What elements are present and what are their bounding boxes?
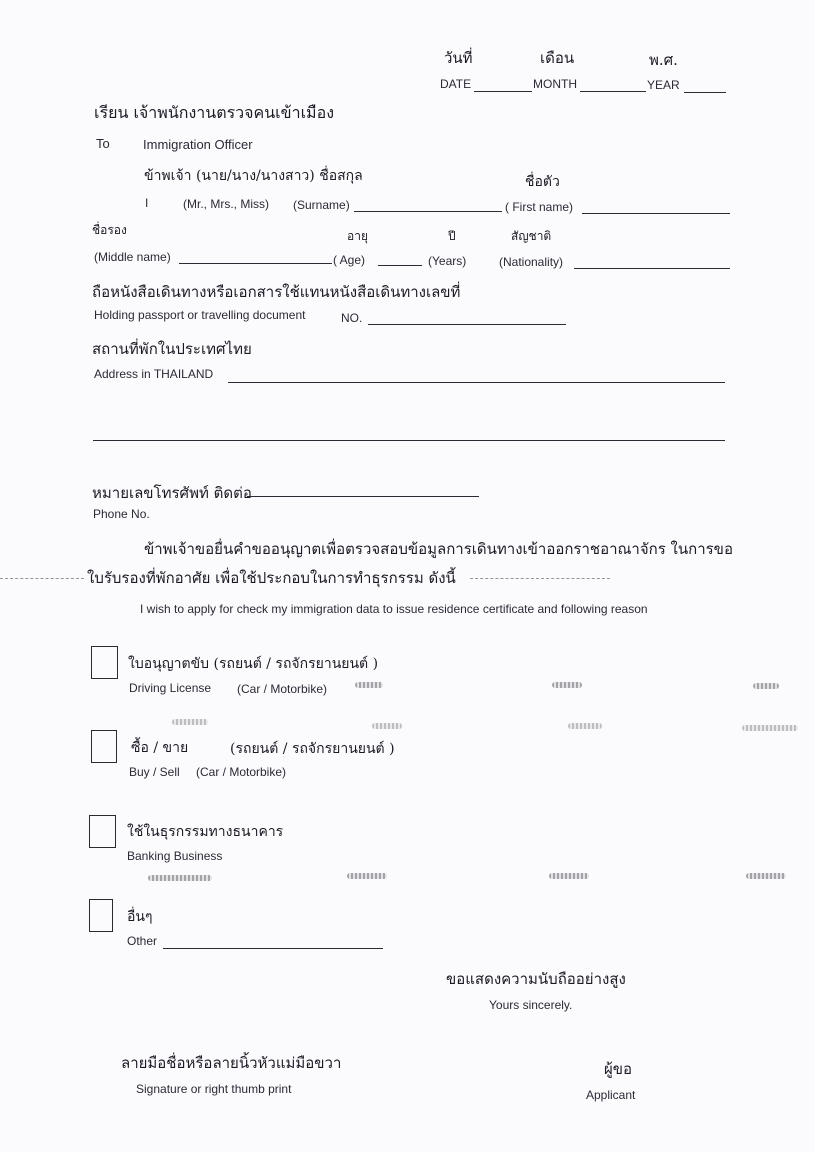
- buy-sell-vehicle-en: (Car / Motorbike): [196, 765, 287, 779]
- officer-label-en: Immigration Officer: [143, 137, 253, 152]
- firstname-field[interactable]: [582, 213, 730, 214]
- fold-mark-left: [0, 578, 84, 579]
- scan-noise: [568, 723, 602, 729]
- phone-label-en: Phone No.: [93, 507, 150, 521]
- applicant-label-en: Applicant: [586, 1088, 636, 1102]
- buy-sell-vehicle-th: (รถยนต์ / รถจักรยานยนต์ ): [230, 741, 395, 757]
- scan-noise: [753, 683, 779, 689]
- request-line1-th: ข้าพเจ้าขอยื่นคำขออนุญาตเพื่อตรวจสอบข้อมูลการเดินทางเข้าออกราชอาณาจักร ในการขอ: [144, 540, 733, 558]
- address-label-en: Address in THAILAND: [94, 367, 214, 381]
- buy-sell-label-th: ซื้อ / ขาย: [131, 740, 189, 756]
- scan-noise: [552, 682, 582, 688]
- month-label-th: เดือน: [540, 49, 575, 67]
- passport-no-label: NO.: [341, 311, 363, 325]
- scan-noise: [549, 873, 589, 879]
- year-label-en: YEAR: [647, 78, 680, 92]
- other-label-en: Other: [127, 934, 158, 948]
- phone-label-th: หมายเลขโทรศัพท์ ติดต่อ: [92, 484, 252, 502]
- banking-checkbox[interactable]: [89, 815, 116, 848]
- middle-label-en: (Middle name): [94, 250, 171, 264]
- scan-noise: [172, 719, 208, 725]
- buy-sell-label-en: Buy / Sell: [129, 765, 180, 779]
- other-label-th: อื่นๆ: [127, 909, 153, 925]
- surname-field[interactable]: [354, 211, 502, 212]
- passport-label-en: Holding passport or travelling document: [94, 308, 306, 322]
- applicant-line-th: ข้าพเจ้า (นาย/นาง/นางสาว) ชื่อสกุล: [144, 168, 363, 184]
- firstname-label-th: ชื่อตัว: [525, 174, 560, 190]
- address-field-line-1[interactable]: [228, 382, 725, 383]
- scan-noise: [148, 875, 212, 881]
- firstname-label-en: ( First name): [505, 200, 574, 214]
- request-line-en: I wish to apply for check my immigration data to issue residence certificate and following reason: [140, 602, 648, 616]
- i-label-en: I: [145, 196, 149, 210]
- nationality-label-en: (Nationality): [499, 255, 564, 269]
- signature-label-en: Signature or right thumb print: [136, 1082, 292, 1096]
- age-label-en: ( Age): [333, 253, 366, 267]
- scan-noise: [355, 682, 383, 688]
- to-label-en: To: [96, 136, 110, 151]
- driving-license-label-en: Driving License: [129, 681, 212, 695]
- nationality-field[interactable]: [574, 268, 730, 269]
- year-field[interactable]: [684, 92, 726, 93]
- scan-noise: [746, 873, 786, 879]
- day-label-th: วันที่: [444, 49, 473, 67]
- address-label-th: สถานที่พักในประเทศไทย: [92, 340, 252, 358]
- nationality-label-th: สัญชาติ: [511, 229, 552, 243]
- fold-mark-right: [470, 578, 610, 579]
- year-label-th: พ.ศ.: [649, 51, 678, 69]
- other-field[interactable]: [163, 948, 383, 949]
- middle-label-th: ชื่อรอง: [92, 223, 127, 237]
- middle-name-field[interactable]: [179, 263, 332, 264]
- scan-noise: [347, 873, 387, 879]
- surname-label-en: (Surname): [293, 198, 350, 212]
- buy-sell-checkbox[interactable]: [91, 730, 117, 763]
- age-label-th: อายุ: [347, 229, 368, 243]
- years-label-en: (Years): [428, 254, 467, 268]
- request-line2-th: ใบรับรองที่พักอาศัย เพื่อใช้ประกอบในการทำธุรกรรม ดังนี้: [87, 569, 456, 587]
- closing-th: ขอแสดงความนับถืออย่างสูง: [446, 970, 626, 988]
- closing-en: Yours sincerely.: [489, 998, 573, 1012]
- address-field-line-2[interactable]: [93, 440, 725, 441]
- driving-license-label-th: ใบอนุญาตขับ (รถยนต์ / รถจักรยานยนต์ ): [128, 656, 379, 672]
- signature-label-th: ลายมือชื่อหรือลายนิ้วหัวแม่มือขวา: [121, 1054, 342, 1072]
- date-field[interactable]: [474, 91, 532, 92]
- titles-label-en: (Mr., Mrs., Miss): [183, 197, 269, 211]
- scan-noise: [372, 723, 402, 729]
- age-field[interactable]: [378, 265, 422, 266]
- banking-label-th: ใช้ในธุรกรรมทางธนาคาร: [127, 824, 284, 840]
- phone-field[interactable]: [247, 496, 479, 497]
- month-label-en: MONTH: [533, 77, 577, 91]
- passport-number-field[interactable]: [368, 324, 566, 325]
- month-field[interactable]: [580, 91, 646, 92]
- banking-label-en: Banking Business: [127, 849, 223, 863]
- applicant-label-th: ผู้ขอ: [604, 1060, 633, 1078]
- driving-license-checkbox[interactable]: [91, 646, 118, 679]
- other-checkbox[interactable]: [89, 899, 113, 932]
- year-unit-th: ปี: [448, 229, 456, 243]
- to-line-th: เรียน เจ้าพนักงานตรวจคนเข้าเมือง: [94, 103, 335, 122]
- scan-noise: [742, 725, 798, 731]
- passport-label-th: ถือหนังสือเดินทางหรือเอกสารใช้แทนหนังสือเดินทางเลขที่: [92, 283, 461, 301]
- driving-license-vehicle-en: (Car / Motorbike): [237, 682, 328, 696]
- date-label-en: DATE: [440, 77, 472, 91]
